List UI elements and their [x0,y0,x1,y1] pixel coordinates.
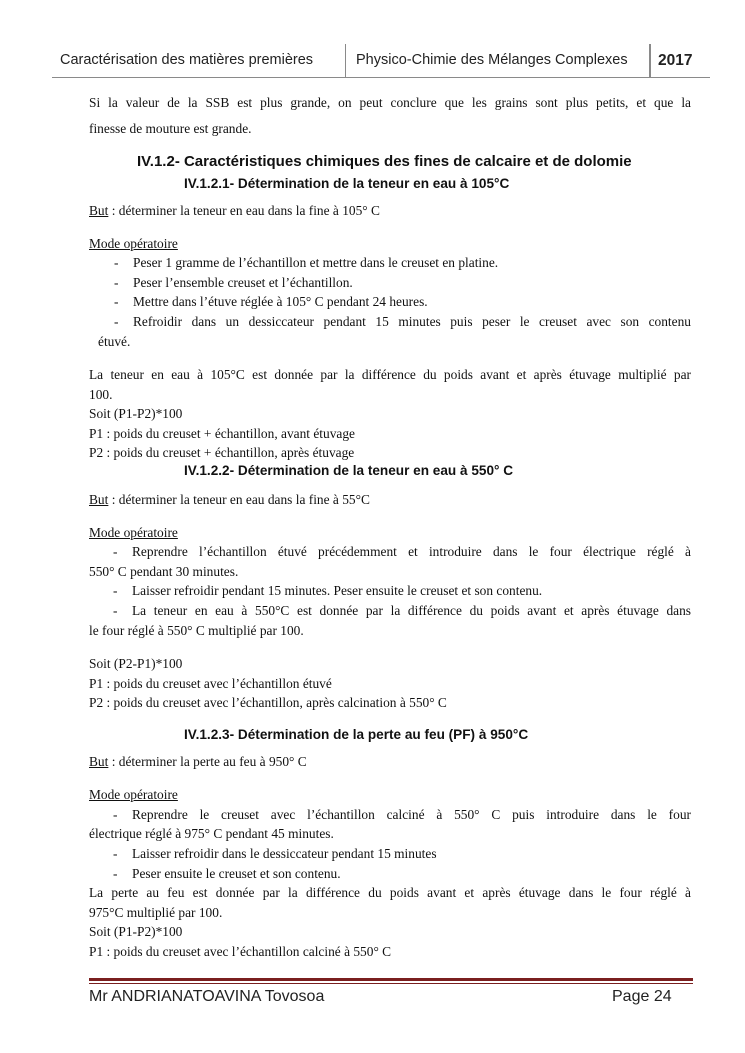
s2-p2-definition: P2 : poids du creuset avec l’échantillon, après calcination à 550° C [89,695,447,710]
s3-result-line-2: 975°C multiplié par 100. [89,905,223,920]
header-divider [345,44,346,77]
bullet-dash: - [114,314,119,329]
bullet-dash: - [113,866,118,881]
intro-line-1: Si la valeur de la SSB est plus grande, on peut conclure que les grains sont plus petits, et que la [89,95,691,110]
s1-procedure-label: Mode opératoire [89,236,178,251]
s2-p1-definition: P1 : poids du creuset avec l’échantillon étuvé [89,676,332,691]
s3-p1-definition: P1 : poids du creuset avec l’échantillon calciné à 550° C [89,944,392,959]
s2-formula: Soit (P2-P1)*100 [89,656,183,671]
bullet-dash: - [113,807,118,822]
header-course-title: Physico-Chimie des Mélanges Complexes [356,52,628,68]
s3-goal [89,752,691,771]
s3-procedure-label: Mode opératoire [89,787,178,802]
section-heading: IV.1.2- Caractéristiques chimiques des fines de calcaire et de dolomie [137,153,632,170]
s1-step-4-continued: étuvé. [98,334,131,349]
bullet-dash: - [114,294,119,309]
s1-goal-label: But [89,203,109,218]
footer-rule-thin [89,983,693,984]
s1-p1-definition: P1 : poids du creuset + échantillon, avant étuvage [89,426,355,441]
s2-step-2: Laisser refroidir pendant 15 minutes. Peser ensuite le creuset et son contenu. [132,583,543,598]
bullet-dash: - [114,275,119,290]
s1-goal-text: : déterminer la teneur en eau dans la fine à 105° C [108,203,380,218]
s3-goal-text: : déterminer la perte au feu à 950° C [108,754,307,769]
s3-result-line-1: La perte au feu est donnée par la différence du poids avant et après étuvage dans le four réglé à [89,885,691,900]
s3-goal-label: But [89,754,109,769]
s3-formula: Soit (P1-P2)*100 [89,924,183,939]
s3-step-1: Reprendre le creuset avec l’échantillon calciné à 550° C puis introduire dans le four [132,807,691,822]
s2-goal [89,490,691,509]
s2-goal-label: But [89,492,109,507]
s1-step-3: Mettre dans l’étuve réglée à 105° C pendant 24 heures. [133,294,428,309]
s3-step-1-continued: électrique réglé à 975° C pendant 45 minutes. [89,826,334,841]
bullet-dash: - [113,603,118,618]
s2-procedure-label: Mode opératoire [89,525,178,540]
s1-result-line-2: 100. [89,387,113,402]
subsection-1-heading: IV.1.2.1- Détermination de la teneur en eau à 105°C [184,176,510,191]
bullet-dash: - [113,583,118,598]
header-rule [52,77,710,78]
bullet-dash: - [113,846,118,861]
footer-author: Mr ANDRIANATOAVINA Tovosoa [89,988,325,1005]
s1-step-2: Peser l’ensemble creuset et l’échantillon. [133,275,353,290]
s1-p2-definition: P2 : poids du creuset + échantillon, après étuvage [89,445,355,460]
s3-step-3: Peser ensuite le creuset et son contenu. [132,866,341,881]
s1-step-1: Peser 1 gramme de l’échantillon et mettre dans le creuset en platine. [133,255,499,270]
s2-step-1-continued: 550° C pendant 30 minutes. [89,564,239,579]
header-divider [649,44,651,77]
bullet-dash: - [114,255,119,270]
s3-step-2: Laisser refroidir dans le dessiccateur pendant 15 minutes [132,846,437,861]
intro-line-2: finesse de mouture est grande. [89,121,252,136]
subsection-2-heading: IV.1.2.2- Détermination de la teneur en eau à 550° C [184,463,514,478]
page-header [52,44,710,77]
s2-step-1: Reprendre l’échantillon étuvé précédemment et introduire dans le four électrique réglé à [132,544,691,559]
bullet-dash: - [113,544,118,559]
page-number: Page 24 [612,988,672,1005]
s1-result-line-1: La teneur en eau à 105°C est donnée par la différence du poids avant et après étuvage multiplié par [89,367,691,382]
subsection-3-heading: IV.1.2.3- Détermination de la perte au feu (PF) à 950°C [184,727,529,742]
s2-step-3: La teneur en eau à 550°C est donnée par la différence du poids avant et après étuvage dans [132,603,691,618]
s1-formula: Soit (P1-P2)*100 [89,406,183,421]
s2-step-3-continued: le four réglé à 550° C multiplié par 100. [89,623,304,638]
header-document-title: Caractérisation des matières premières [60,52,314,68]
s1-step-4: Refroidir dans un dessiccateur pendant 15 minutes puis peser le creuset avec son contenu [133,314,691,329]
s1-goal [89,201,691,220]
s2-goal-text: : déterminer la teneur en eau dans la fine à 55°C [108,492,370,507]
footer-rule [89,978,693,981]
header-year: 2017 [658,52,693,69]
